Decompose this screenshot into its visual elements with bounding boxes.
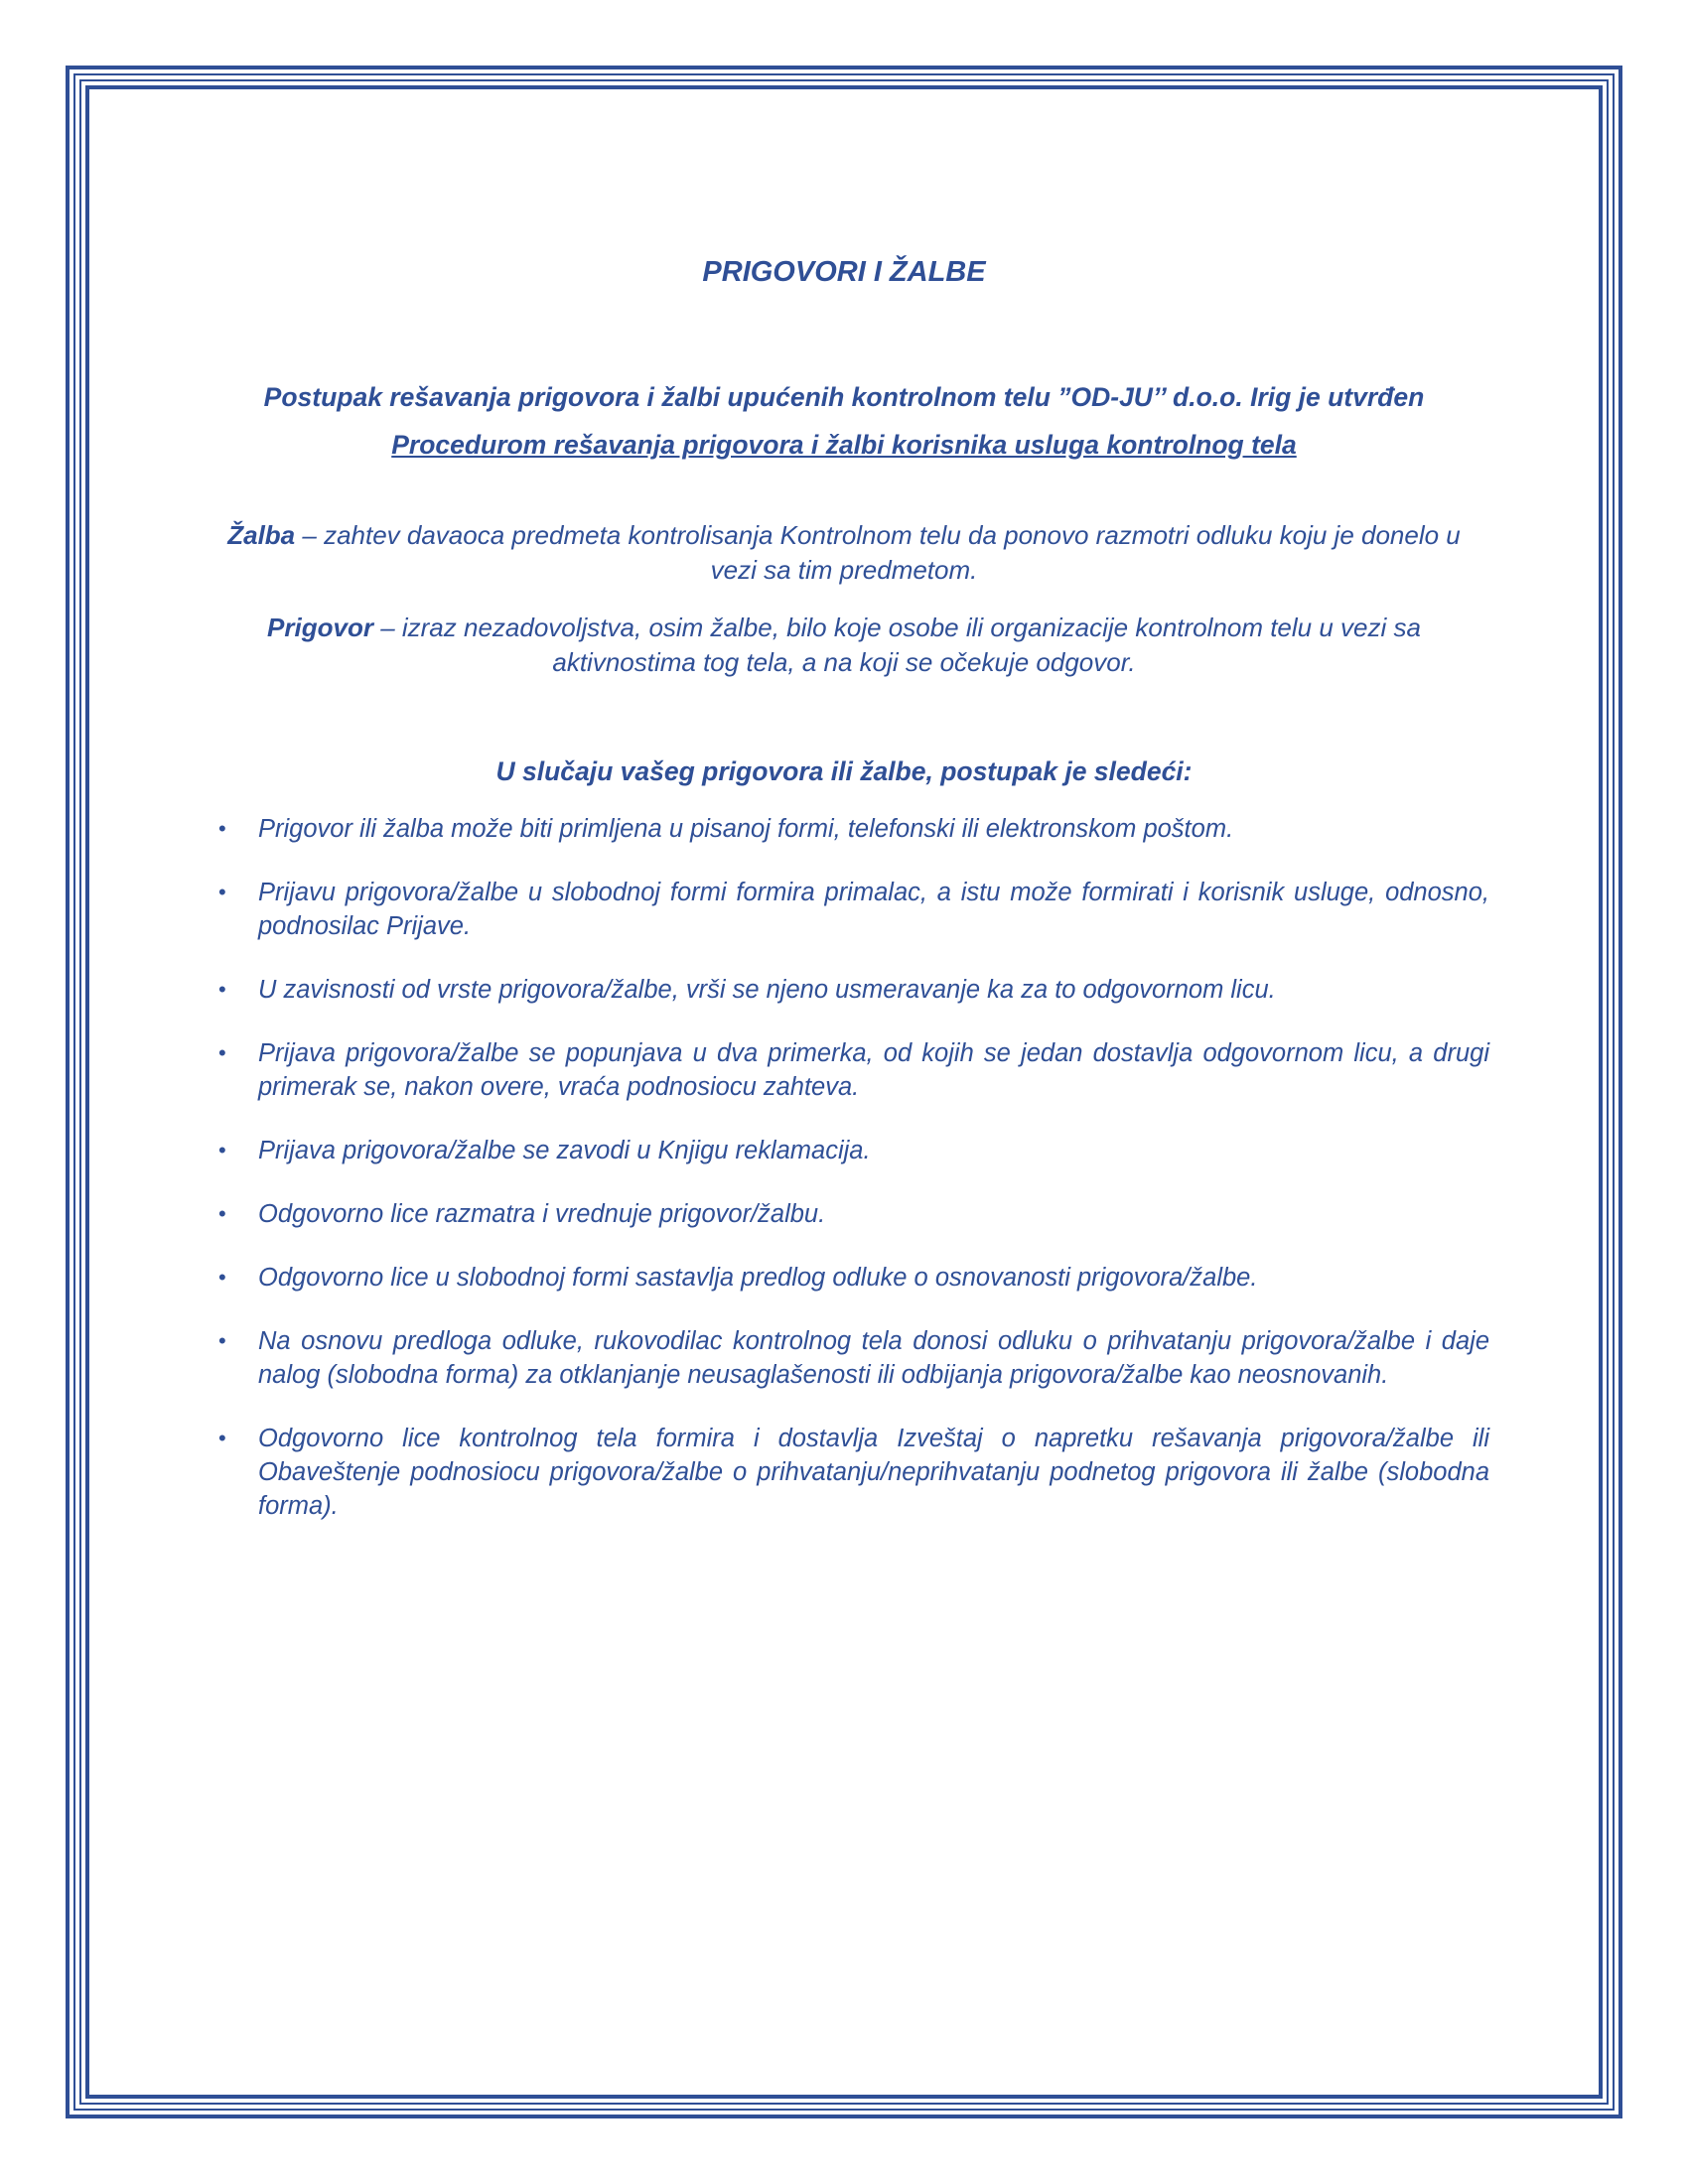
list-item: [218, 812, 1489, 846]
definition-text: – zahtev davaoca predmeta kontrolisanja Kontrolnom telu da ponovo razmotri odluku koju je donelo u vezi sa tim predmetom.: [295, 520, 1461, 585]
bullet-icon: •: [218, 1426, 226, 1450]
list-item: [218, 1261, 1489, 1295]
bullet-icon: •: [218, 977, 226, 1002]
definition-prigovor: [218, 611, 1470, 680]
definition-text: – izraz nezadovoljstva, osim žalbe, bilo koje osobe ili organizacije kontrolnom telu u vezi sa aktivnostima tog tela, a na koji se očekuje odgovor.: [372, 613, 1421, 677]
bullet-icon: •: [218, 880, 226, 904]
bullet-icon: •: [218, 1138, 226, 1162]
list-item: [218, 1324, 1489, 1392]
bullet-icon: •: [218, 1265, 226, 1290]
list-item: [218, 1134, 1489, 1167]
step-text: Odgovorno lice u slobodnoj formi sastavlja predlog odluke o osnovanosti prigovora/žalbe.: [258, 1264, 1258, 1292]
step-text: Prijava prigovora/žalbe se zavodi u Knjigu reklamacija.: [258, 1137, 871, 1164]
procedure-steps-list: [218, 812, 1489, 1553]
procedure-reference-link[interactable]: Procedurom rešavanja prigovora i žalbi korisnika usluga kontrolnog tela: [391, 430, 1297, 460]
list-item: [218, 1422, 1489, 1523]
bullet-icon: •: [218, 816, 226, 841]
step-text: Odgovorno lice razmatra i vrednuje prigovor/žalbu.: [258, 1200, 826, 1228]
intro-line: Postupak rešavanja prigovora i žalbi upućenih kontrolnom telu ”OD-JU’’ d.o.o. Irig je utvrđen: [263, 382, 1425, 412]
procedure-heading: U slučaju vašeg prigovora ili žalbe, postupak je sledeći:: [495, 756, 1193, 786]
definition-term: Žalba: [227, 520, 296, 550]
step-text: Odgovorno lice kontrolnog tela formira i dostavlja Izveštaj o napretku rešavanja prigovora/žalbe ili Obaveštenje podnosiocu prigovora/žalbe o prihvatanju/neprihvatanju podnetog prigovora ili žalbe (slobodna forma).: [258, 1425, 1489, 1520]
definition-term: Prigovor: [267, 613, 373, 642]
bullet-icon: •: [218, 1328, 226, 1353]
step-text: U zavisnosti od vrste prigovora/žalbe, vrši se njeno usmeravanje ka za to odgovornom licu.: [258, 976, 1276, 1004]
bullet-icon: •: [218, 1201, 226, 1226]
bullet-icon: •: [218, 1040, 226, 1065]
list-item: [218, 876, 1489, 943]
page-title: PRIGOVORI I ŽALBE: [702, 256, 986, 288]
list-item: [218, 973, 1489, 1007]
step-text: Na osnovu predloga odluke, rukovodilac kontrolnog tela donosi odluku o prihvatanju prigovora/žalbe i daje nalog (slobodna forma) za otklanjanje neusaglašenosti ili odbijanja prigovora/žalbe kao neosnovanih.: [258, 1327, 1489, 1389]
definition-zalba: [218, 518, 1470, 588]
step-text: Prigovor ili žalba može biti primljena u pisanoj formi, telefonski ili elektronskom poštom.: [258, 815, 1234, 843]
intro-paragraph: [99, 373, 1589, 469]
step-text: Prijavu prigovora/žalbe u slobodnoj formi formira primalac, a istu može formirati i korisnik usluge, odnosno, podnosilac Prijave.: [258, 879, 1489, 940]
list-item: [218, 1197, 1489, 1231]
step-text: Prijava prigovora/žalbe se popunjava u dva primerka, od kojih se jedan dostavlja odgovornom licu, a drugi primerak se, nakon overe, vraća podnosiocu zahteva.: [258, 1039, 1489, 1101]
list-item: [218, 1036, 1489, 1104]
